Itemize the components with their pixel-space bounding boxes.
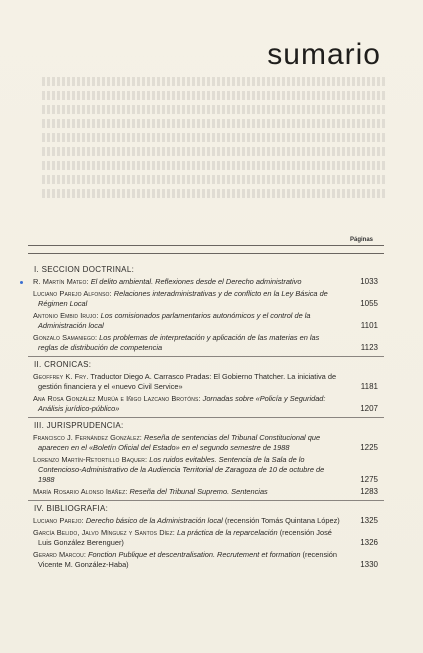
toc-entry[interactable] xyxy=(28,333,384,353)
entry-detail: Traductor Diego A. Carrasco Pradas: El Gobierno Thatcher. La iniciativa de gestión financiera y el «nuevo Civil Service» xyxy=(38,372,337,391)
entry-text xyxy=(28,433,384,453)
entry-detail: (recensión Tomás Quintana López) xyxy=(224,516,340,525)
entry-text xyxy=(28,277,384,287)
entry-author: Gonzalo Samaniego: xyxy=(33,333,98,342)
entry-text xyxy=(28,372,384,392)
entry-author: Luciano Parejo: xyxy=(33,516,84,525)
section-divider xyxy=(28,417,384,418)
toc-entry[interactable] xyxy=(28,372,384,392)
entry-title: Los comisionados parlamentarios autonómicos y el control de la Administración local xyxy=(38,311,311,330)
toc-entry[interactable] xyxy=(28,289,384,309)
entry-detail: (recensión Vicente M. González-Haba) xyxy=(38,550,338,569)
entry-title: Derecho básico de la Administración local xyxy=(85,516,223,525)
bleed-through-text xyxy=(40,72,385,222)
entry-text xyxy=(28,394,384,414)
entry-text xyxy=(28,550,384,570)
entry-text xyxy=(28,487,384,497)
entry-title: Los ruidos evitables. Sentencia de la Sala de lo Contencioso-Administrativo de la Audiencia Territorial de Zaragoza de 10 de octubre de 1988 xyxy=(38,455,325,484)
page-number: 1283 xyxy=(360,487,378,496)
toc-entry[interactable] xyxy=(28,455,384,485)
entry-author: Antonio Embid Irujo: xyxy=(33,311,99,320)
entry-author: García Belido, Jalvo Mínguez y Santos Díez: xyxy=(33,528,175,537)
entry-title: El delito ambiental. Reflexiones desde el Derecho administrativo xyxy=(90,277,302,286)
toc-entry[interactable] xyxy=(28,528,384,548)
second-rule xyxy=(28,253,384,254)
entry-text xyxy=(28,289,384,309)
entry-author: Ana Rosa González Murúa e Iñigo Lazcano Brotóns: xyxy=(33,394,201,403)
entry-text xyxy=(28,516,384,526)
entry-author: Geoffrey K. Fry. xyxy=(33,372,89,381)
entry-title: Los problemas de interpretación y aplicación de las materias en las reglas de distribución de competencia xyxy=(38,333,320,352)
page-title: sumario xyxy=(267,38,381,71)
entry-title: Reseña del Tribunal Supremo. Sentencias xyxy=(129,487,268,496)
entry-title: Reseña de sentencias del Tribunal Constitucional que aparecen en el «Boletín Oficial del Estado» en el segundo semestre de 1988 xyxy=(38,433,321,452)
entry-detail: (recensión José Luis González Berenguer) xyxy=(38,528,332,547)
top-rule xyxy=(28,245,384,246)
page-number: 1326 xyxy=(360,538,378,547)
bullet-mark xyxy=(20,281,23,284)
toc-entry[interactable] xyxy=(28,550,384,570)
section-heading: II. CRONICAS: xyxy=(34,360,92,369)
entry-title: Fonction Publique et descentralisation. Recrutement et formation xyxy=(88,550,301,559)
section-divider xyxy=(28,500,384,501)
toc-entry[interactable] xyxy=(28,487,384,497)
toc-entry[interactable] xyxy=(28,516,384,526)
page-number: 1055 xyxy=(360,299,378,308)
section-divider xyxy=(28,356,384,357)
page-number: 1033 xyxy=(360,277,378,286)
entry-author: María Rosario Alonso Ibáñez: xyxy=(33,487,128,496)
toc-entry[interactable] xyxy=(28,433,384,453)
page-number: 1123 xyxy=(360,343,378,352)
entry-author: Luciano Parejo Alfonso: xyxy=(33,289,112,298)
entry-text xyxy=(28,528,384,548)
page-number: 1101 xyxy=(360,321,378,330)
page-number: 1325 xyxy=(360,516,378,525)
page-number: 1275 xyxy=(360,475,378,484)
toc-entry[interactable] xyxy=(28,311,384,331)
section-heading: IV. BIBLIOGRAFIA: xyxy=(34,504,109,513)
entry-title: Jornadas sobre «Policía y Seguridad: Análisis jurídico-público» xyxy=(38,394,326,413)
page-number: 1225 xyxy=(360,443,378,452)
entry-title: La práctica de la reparcelación xyxy=(176,528,278,537)
toc-entry[interactable] xyxy=(28,277,384,287)
toc-entry[interactable] xyxy=(28,394,384,414)
entry-text xyxy=(28,455,384,485)
entry-text xyxy=(28,333,384,353)
entry-text xyxy=(28,311,384,331)
page-number: 1181 xyxy=(360,382,378,391)
entry-author: Lorenzo Martín-Retortillo Baquer: xyxy=(33,455,148,464)
section-heading: III. JURISPRUDENCIA: xyxy=(34,421,124,430)
page-number: 1330 xyxy=(360,560,378,569)
table-of-contents xyxy=(28,262,384,572)
entry-author: Gerard Marcou: xyxy=(33,550,86,559)
entry-author: R. Martín Mateo: xyxy=(33,277,89,286)
section-heading: I. SECCION DOCTRINAL: xyxy=(34,265,135,274)
paginas-label: Páginas xyxy=(349,237,373,243)
entry-author: Francisco J. Fernández González: xyxy=(33,433,142,442)
entry-title: Relaciones interadministrativas y de conflicto en la Ley Básica de Régimen Local xyxy=(38,289,328,308)
page-number: 1207 xyxy=(360,404,378,413)
